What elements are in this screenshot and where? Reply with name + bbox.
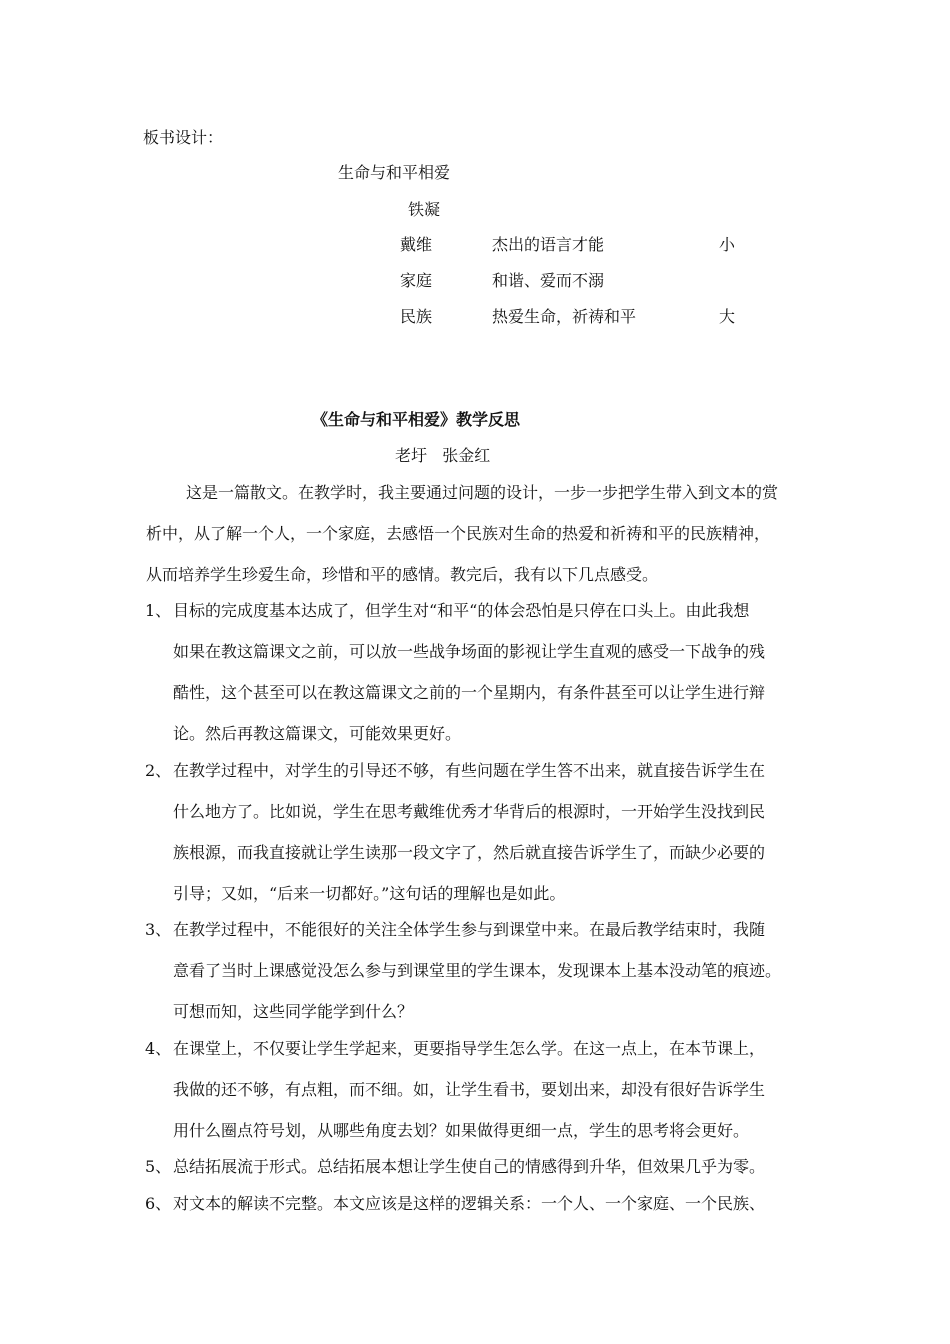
item-line: 在教学过程中，对学生的引导还不够，有些问题在学生答不出来，就直接告诉学生在 xyxy=(173,761,766,780)
item-line: 总结拓展流于形式。总结拓展本想让学生使自己的情感得到升华，但效果几乎为零。 xyxy=(173,1157,766,1176)
board-row-middle: 和谐、爱而不溺 xyxy=(492,271,605,290)
item-line: 酷性，这个甚至可以在教这篇课文之前的一个星期内，有条件甚至可以让学生进行辩 xyxy=(173,683,766,702)
item-number: 3、 xyxy=(145,920,172,939)
item-line: 目标的完成度基本达成了，但学生对“和平“的体会恐怕是只停在口头上。由此我想 xyxy=(173,601,750,620)
item-line: 意看了当时上课感觉没怎么参与到课堂里的学生课本，发现课本上基本没动笔的痕迹。 xyxy=(173,961,782,980)
board-row-middle: 热爱生命，祈祷和平 xyxy=(492,307,637,326)
item-line: 在教学过程中，不能很好的关注全体学生参与到课堂中来。在最后教学结束时，我随 xyxy=(173,920,766,939)
intro-line: 析中，从了解一个人，一个家庭，去感悟一个民族对生命的热爱和祈祷和平的民族精神， xyxy=(146,524,771,543)
item-line: 论。然后再教这篇课文，可能效果更好。 xyxy=(173,724,462,743)
item-line: 在课堂上，不仅要让学生学起来，更要指导学生怎么学。在这一点上，在本节课上， xyxy=(173,1039,766,1058)
item-number: 6、 xyxy=(145,1194,172,1213)
board-row-left: 民族 xyxy=(400,307,433,326)
item-line: 引导；又如，“后来一切都好。”这句话的理解也是如此。 xyxy=(173,884,566,903)
intro-line: 这是一篇散文。在教学时，我主要通过问题的设计，一步一步把学生带入到文本的赏 xyxy=(186,483,779,502)
reflection-byline: 老圩 张金红 xyxy=(395,446,491,465)
item-number: 4、 xyxy=(145,1039,172,1058)
item-line: 如果在教这篇课文之前，可以放一些战争场面的影视让学生直观的感受一下战争的残 xyxy=(173,642,766,661)
item-number: 1、 xyxy=(145,601,172,620)
board-row-left: 家庭 xyxy=(400,271,433,290)
item-line: 对文本的解读不完整。本文应该是这样的逻辑关系：一个人、一个家庭、一个民族、 xyxy=(173,1194,766,1213)
item-line: 用什么圈点符号划，从哪些角度去划？如果做得更细一点，学生的思考将会更好。 xyxy=(173,1121,750,1140)
board-design-title: 生命与和平相爱 xyxy=(338,163,451,182)
board-row-right: 小 xyxy=(719,235,736,254)
item-number: 2、 xyxy=(145,761,172,780)
item-number: 5、 xyxy=(145,1157,172,1176)
item-line: 族根源，而我直接就让学生读那一段文字了，然后就直接告诉学生了，而缺少必要的 xyxy=(173,843,766,862)
item-line: 可想而知，这些同学能学到什么？ xyxy=(173,1002,414,1021)
item-line: 什么地方了。比如说，学生在思考戴维优秀才华背后的根源时，一开始学生没找到民 xyxy=(173,802,766,821)
item-line: 我做的还不够，有点粗，而不细。如，让学生看书，要划出来，却没有很好告诉学生 xyxy=(173,1080,766,1099)
board-design-label: 板书设计： xyxy=(143,128,224,147)
board-row-right: 大 xyxy=(719,307,736,326)
board-row-left: 戴维 xyxy=(400,235,433,254)
intro-line: 从而培养学生珍爱生命，珍惜和平的感情。教完后，我有以下几点感受。 xyxy=(146,565,659,584)
board-row-middle: 杰出的语言才能 xyxy=(492,235,605,254)
reflection-title: 《生命与和平相爱》教学反思 xyxy=(312,410,521,429)
board-design-author: 铁凝 xyxy=(408,200,441,219)
